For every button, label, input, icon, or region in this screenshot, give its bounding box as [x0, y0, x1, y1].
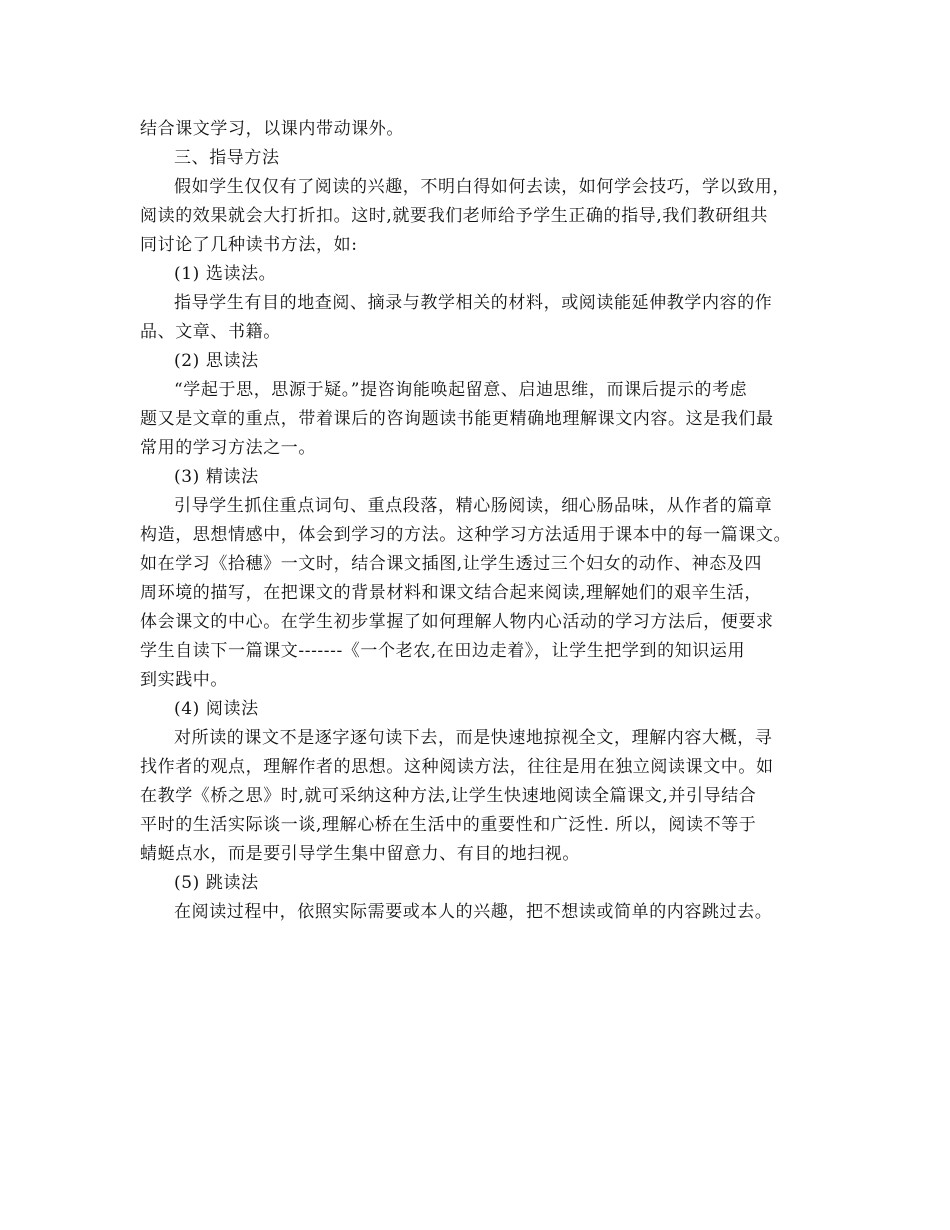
- text-line: 在教学《桥之思》时,就可采纳这种方法,让学生快速地阅读全篇课文,并引导结合: [140, 786, 757, 806]
- text-line: 体会课文的中心。在学生初步掌握了如何理解人物内心活动的学习方法后，便要求: [140, 612, 774, 632]
- text-line: 引导学生抓住重点词句、重点段落，精心肠阅读，细心肠品味，从作者的篇章: [174, 496, 773, 516]
- text-line: (4) 阅读法: [174, 699, 259, 719]
- text-line: 周环境的描写，在把课文的背景材料和课文结合起来阅读,理解她们的艰辛生活，: [140, 583, 763, 603]
- text-line: 三、指导方法: [174, 148, 280, 168]
- document-page: [140, 115, 820, 927]
- text-line: 到实践中。: [140, 670, 228, 690]
- text-line: 假如学生仅仅有了阅读的兴趣，不明白得如何去读，如何学会技巧，学以致用，: [174, 177, 790, 197]
- text-line: “学起于思，思源于疑。”提咨询能唤起留意、启迪思维，而课后提示的考虑: [174, 380, 748, 400]
- text-line: 学生自读下一篇课文-------《一个老农,在田边走着》，让学生把学到的知识运用: [140, 641, 746, 661]
- text-line: 品、文章、书籍。: [140, 322, 281, 342]
- text-line: 在阅读过程中，依照实际需要或本人的兴趣，把不想读或简单的内容跳过去。: [174, 902, 773, 922]
- text-line: 结合课文学习，以课内带动课外。: [140, 119, 404, 139]
- text-line: 指导学生有目的地查阅、摘录与教学相关的材料，或阅读能延伸教学内容的作: [174, 293, 773, 313]
- text-line: 题又是文章的重点，带着课后的咨询题读书能更精确地理解课文内容。这是我们最: [140, 409, 774, 429]
- text-line: 同讨论了几种读书方法，如:: [140, 235, 358, 255]
- text-line: (1) 选读法。: [174, 264, 277, 284]
- text-line: 阅读的效果就会大打折扣。这时,就要我们老师给予学生正确的指导,我们教研组共: [140, 206, 769, 226]
- text-line: (5) 跳读法: [174, 873, 259, 893]
- text-line: 找作者的观点，理解作者的思想。这种阅读方法，往往是用在独立阅读课文中。如: [140, 757, 774, 777]
- text-line: 蜻蜓点水，而是要引导学生集中留意力、有目的地扫视。: [140, 844, 580, 864]
- text-line: 平时的生活实际谈一谈,理解心桥在生活中的重要性和广泛性. 所以，阅读不等于: [140, 815, 757, 835]
- text-line: (3) 精读法: [174, 467, 259, 487]
- text-line: 构造，思想情感中，体会到学习的方法。这种学习方法适用于课本中的每一篇课文。: [140, 525, 792, 545]
- text-line: 对所读的课文不是逐字逐句读下去，而是快速地掠视全文，理解内容大概，寻: [174, 728, 773, 748]
- text-line: (2) 思读法: [174, 351, 259, 371]
- text-line: 如在学习《拾穗》一文时，结合课文插图,让学生透过三个妇女的动作、神态及四: [140, 554, 763, 574]
- text-line: 常用的学习方法之一。: [140, 438, 316, 458]
